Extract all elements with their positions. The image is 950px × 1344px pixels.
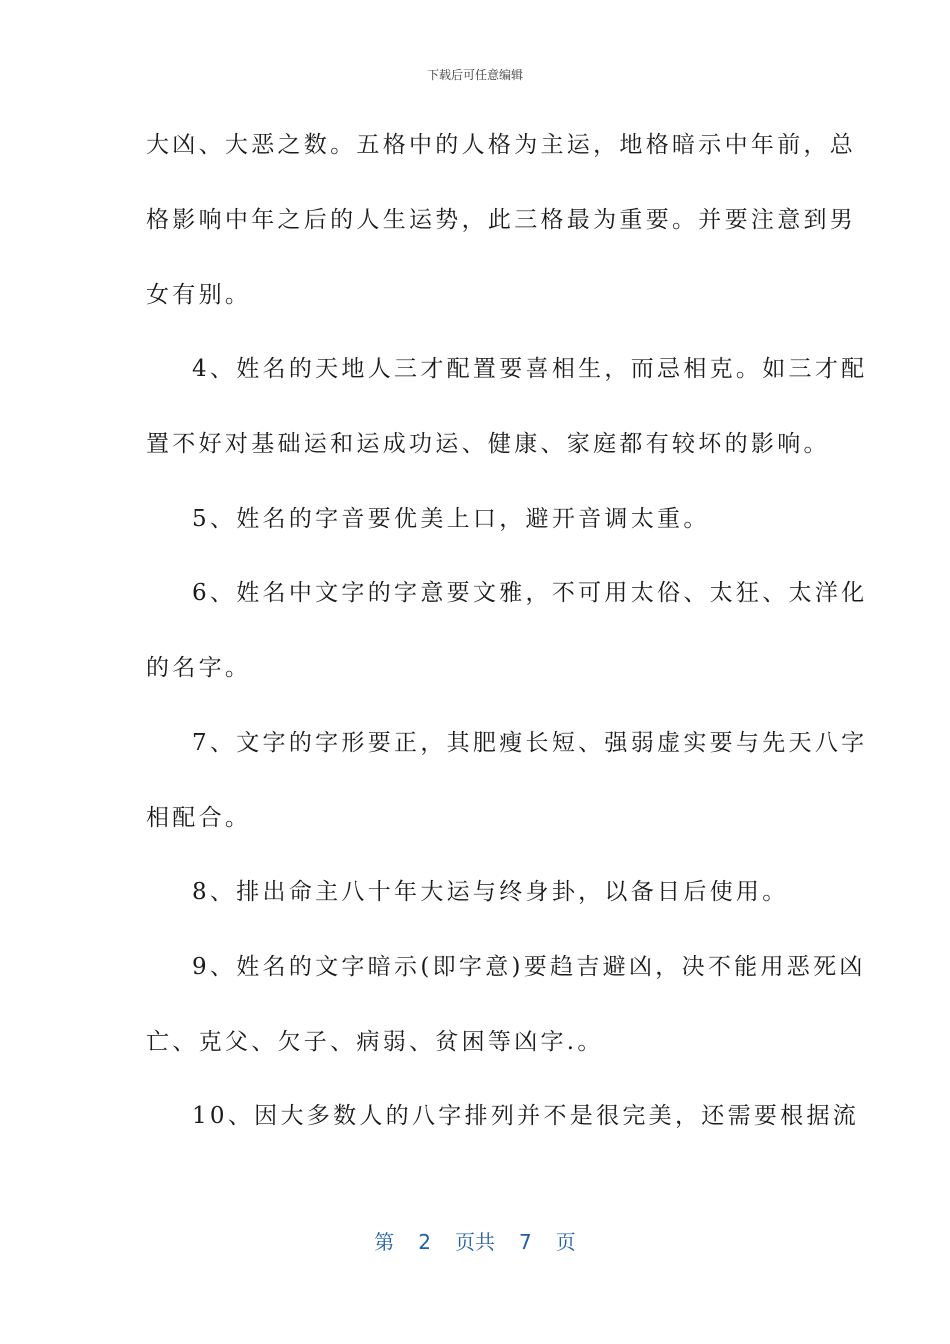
text-line: 6、姓名中文字的字意要文雅，不可用太俗、太狂、太洋化: [192, 580, 868, 606]
text-line: 置不好对基础运和运成功运、健康、家庭都有较坏的影响。: [146, 431, 830, 457]
footer-total-pages: 7: [519, 1230, 532, 1254]
page-number-footer: [0, 1226, 950, 1255]
footer-label-of: 页共: [455, 1230, 495, 1254]
text-line: 5、姓名的字音要优美上口，避开音调太重。: [192, 506, 710, 532]
footer-label-end: 页: [555, 1230, 576, 1254]
text-line: 4、姓名的天地人三才配置要喜相生，而忌相克。如三才配: [192, 356, 868, 382]
text-line: 亡、克父、欠子、病弱、贫困等凶字.。: [146, 1029, 604, 1055]
text-line: 女有别。: [146, 282, 252, 308]
text-line: 格影响中年之后的人生运势，此三格最为重要。并要注意到男: [146, 207, 857, 233]
footer-label-page: 第: [374, 1230, 395, 1254]
text-line: 的名字。: [146, 655, 252, 681]
text-line: 8、排出命主八十年大运与终身卦，以备日后使用。: [192, 879, 789, 905]
footer-current-page: 2: [418, 1230, 431, 1254]
text-line: 大凶、大恶之数。五格中的人格为主运，地格暗示中年前，总: [146, 132, 857, 158]
page-header-note: 下载后可任意编辑: [426, 68, 523, 82]
text-line: 相配合。: [146, 805, 252, 831]
text-line: 9、姓名的文字暗示(即字意)要趋吉避凶，决不能用恶死凶: [192, 954, 866, 980]
text-line: 10、因大多数人的八字排列并不是很完美，还需要根据流: [192, 1103, 860, 1129]
text-line: 7、文字的字形要正，其肥瘦长短、强弱虚实要与先天八字: [192, 730, 868, 756]
